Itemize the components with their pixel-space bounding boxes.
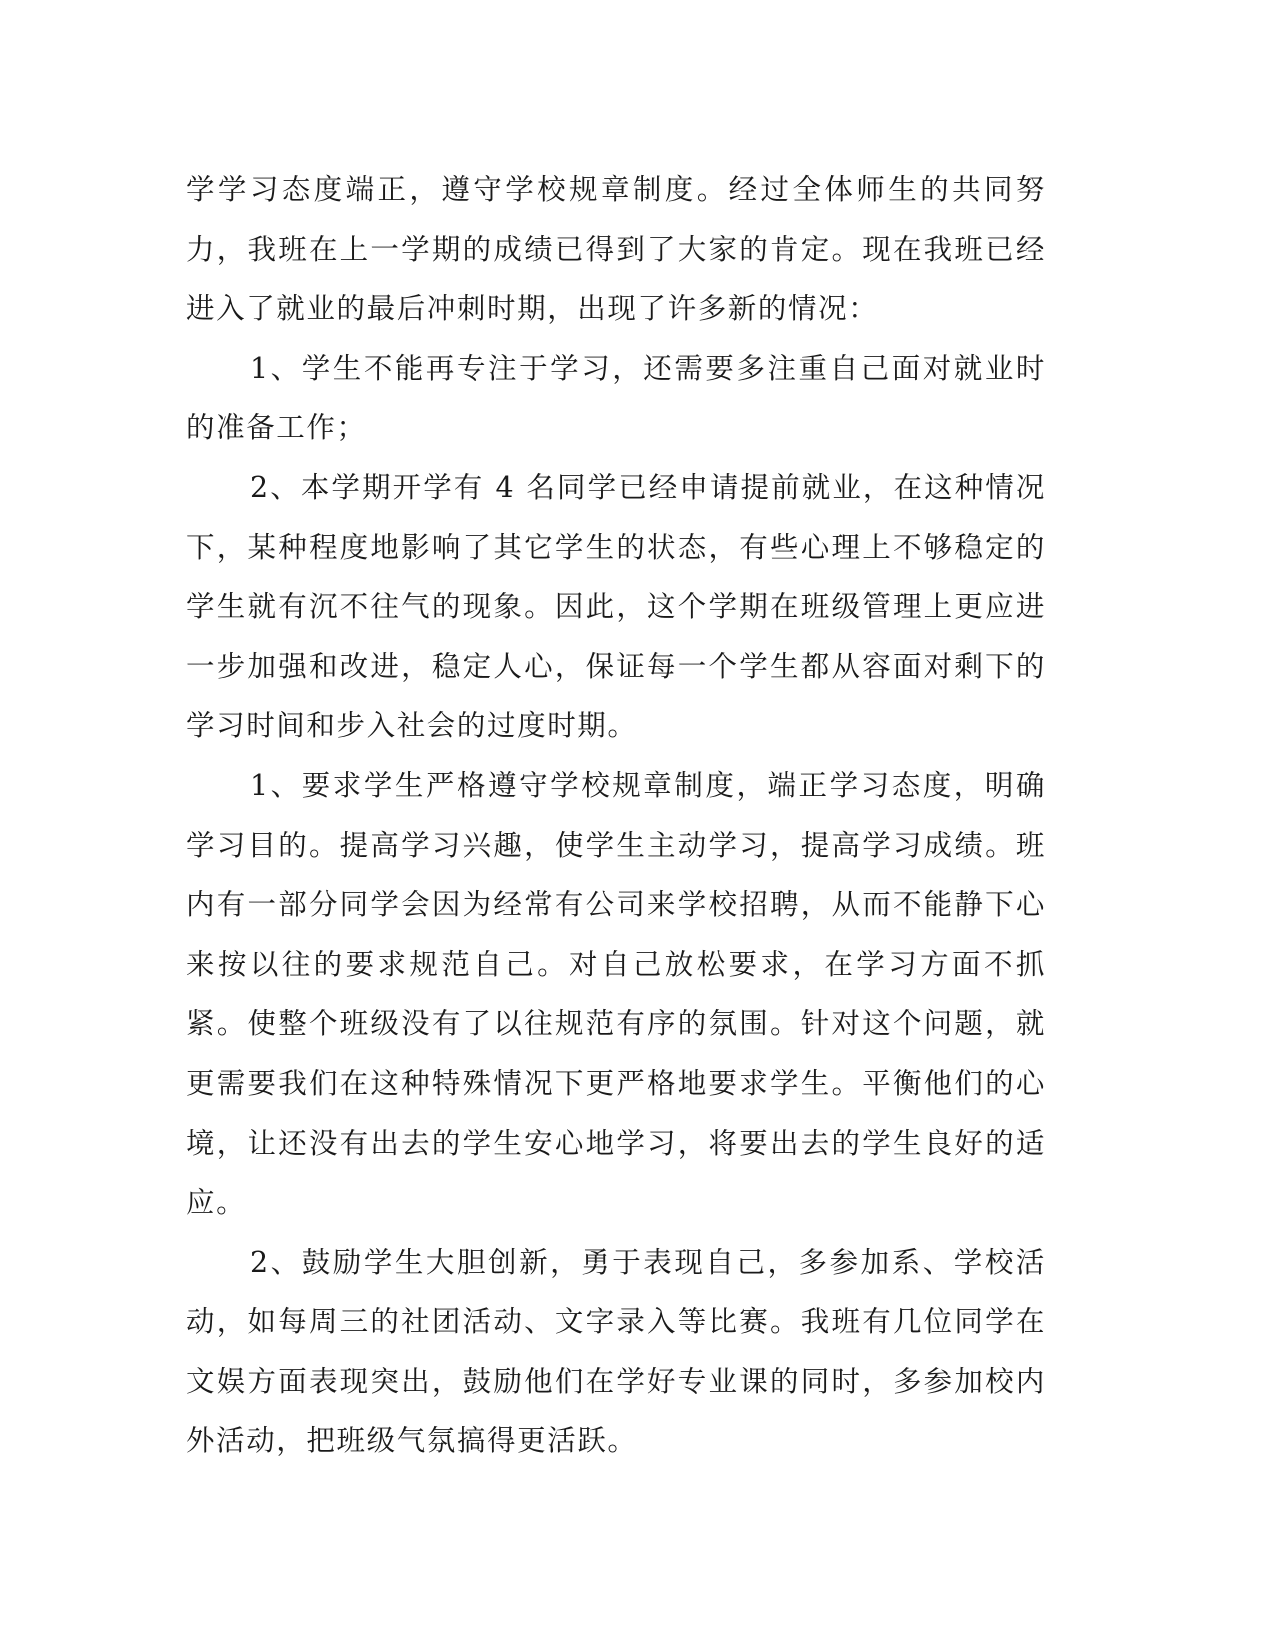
paragraph-intro: 学学习态度端正，遵守学校规章制度。经过全体师生的共同努力，我班在上一学期的成绩已得到了大家的肯定。现在我班已经进入了就业的最后冲刺时期，出现了许多新的情况：: [186, 173, 1046, 326]
paragraph-measure-1-discipline: 1、要求学生严格遵守学校规章制度，端正学习态度，明确学习目的。提高学习兴趣，使学生主动学习，提高学习成绩。班内有一部分同学会因为经常有公司来学校招聘，从而不能静下心来按以往的要求规范自己。对自己放松要求，在学习方面不抓紧。使整个班级没有了以往规范有序的氛围。针对这个问题，就更需要我们在这种特殊情况下更严格地要求学生。平衡他们的心境，让还没有出去的学生安心地学习，将要出去的学生良好的适应。: [186, 768, 1046, 1220]
paragraph-measure-2-activities: 2、鼓励学生大胆创新，勇于表现自己，多参加系、学校活动，如每周三的社团活动、文字录入等比赛。我班有几位同学在文娱方面表现突出，鼓励他们在学好专业课的同时，多参加校内外活动，把班级气氛搞得更活跃。: [186, 1245, 1046, 1458]
document-body: [186, 160, 1046, 1471]
paragraph-item-1-preparation: 1、学生不能再专注于学习，还需要多注重自己面对就业时的准备工作；: [186, 351, 1046, 445]
paragraph-item-2-early-employment: 2、本学期开学有 4 名同学已经申请提前就业，在这种情况下，某种程度地影响了其它学生的状态，有些心理上不够稳定的学生就有沉不往气的现象。因此，这个学期在班级管理上更应进一步加强和改进，稳定人心，保证每一个学生都从容面对剩下的学习时间和步入社会的过度时期。: [186, 470, 1046, 743]
